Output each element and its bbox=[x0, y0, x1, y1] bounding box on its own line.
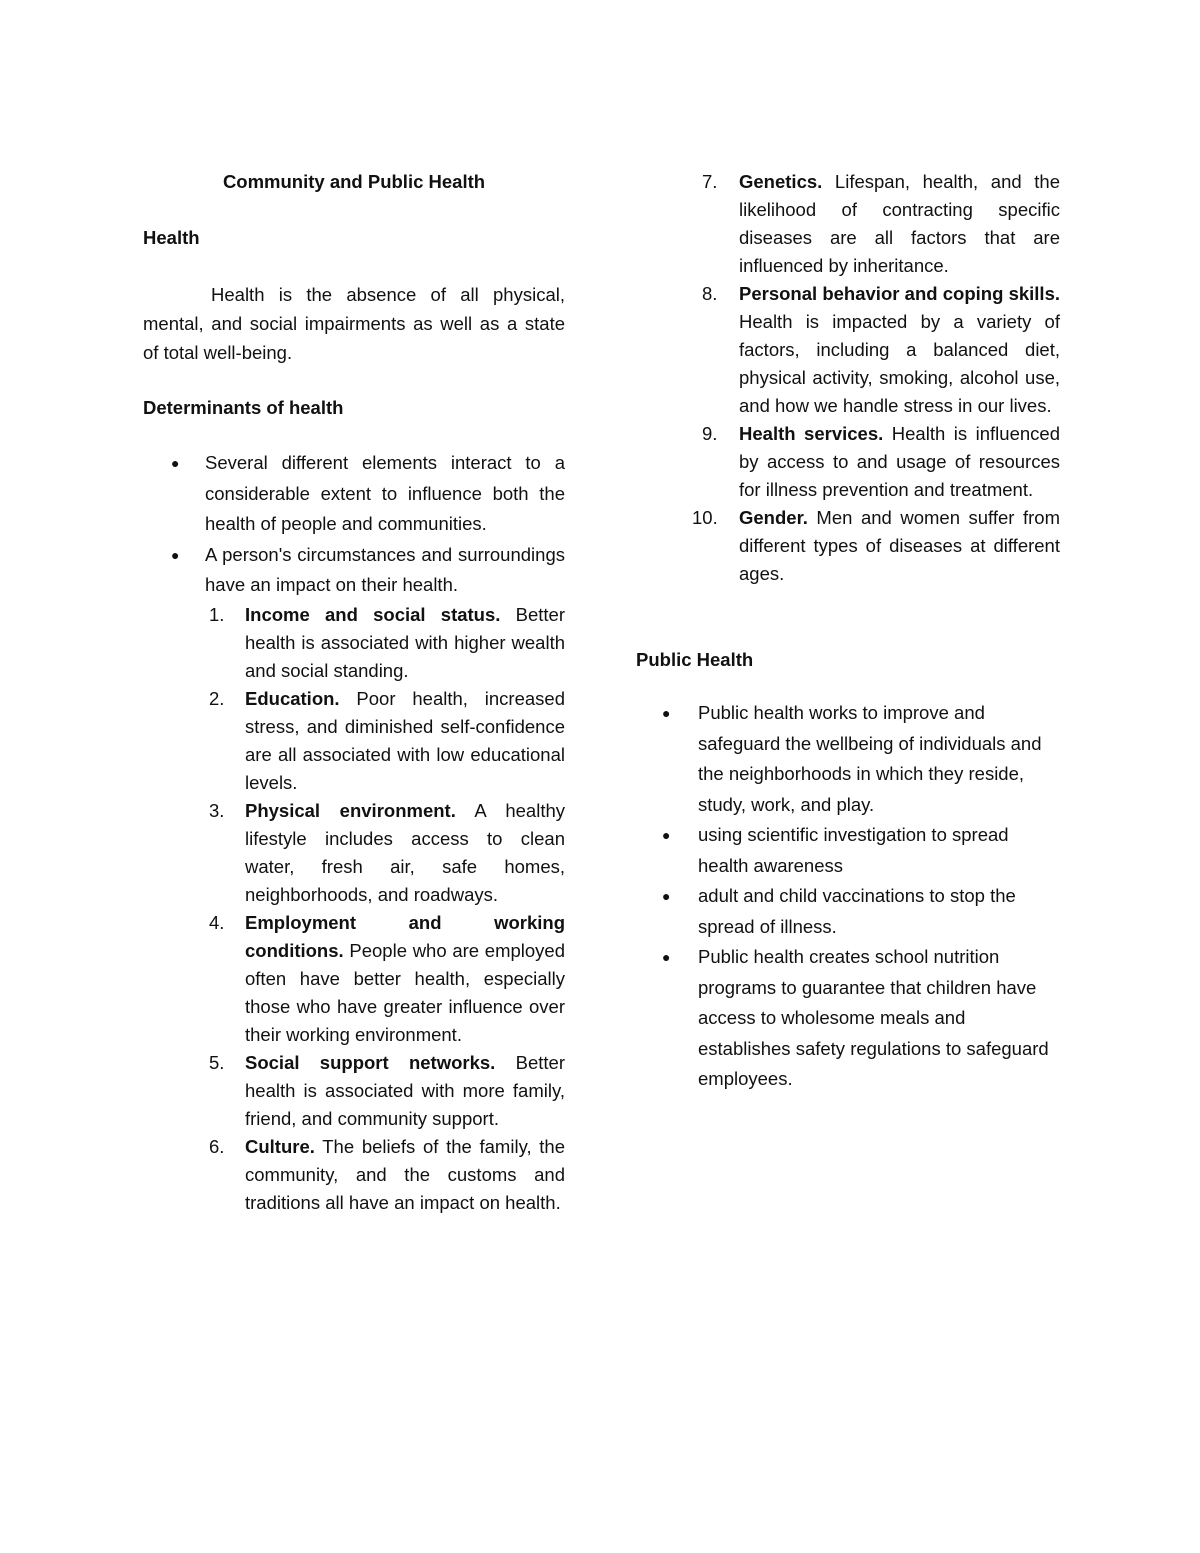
bullet-item bbox=[143, 448, 565, 540]
list-item bbox=[143, 797, 565, 909]
item-text: Better health is associated with higher wealth and social standing. bbox=[245, 603, 566, 681]
bullet-text: A person's circumstances and surroundings have an impact on their health. bbox=[205, 543, 565, 595]
item-term: Personal behavior and coping skills. bbox=[739, 283, 1060, 304]
right-column bbox=[636, 168, 1060, 1095]
item-text: The beliefs of the family, the community, and the customs and traditions all have an impact on health. bbox=[245, 1135, 565, 1213]
bullet-icon: ● bbox=[171, 455, 180, 471]
item-text: Better health is associated with more family, friend, and community support. bbox=[245, 1051, 565, 1129]
bullet-icon: ● bbox=[662, 949, 671, 965]
item-term: Education. bbox=[245, 687, 340, 709]
bullet-icon: ● bbox=[662, 827, 671, 843]
item-text: Health is impacted by a variety of factors, including a balanced diet, physical activity, smoking, alcohol use, and how we handle stress in our lives. bbox=[739, 311, 1060, 416]
determinants-heading: Determinants of health bbox=[143, 397, 344, 418]
item-number: 3. bbox=[209, 799, 225, 821]
list-item bbox=[636, 420, 1060, 504]
item-number: 6. bbox=[209, 1135, 225, 1157]
determinants-numbered-list bbox=[143, 601, 565, 1217]
item-number: 10. bbox=[692, 507, 718, 528]
list-item bbox=[636, 168, 1060, 280]
item-term: Employment and working conditions. bbox=[245, 911, 565, 961]
list-item bbox=[143, 685, 565, 797]
list-item bbox=[143, 601, 565, 685]
bullet-item bbox=[636, 942, 1060, 1095]
public-health-bullet-list bbox=[636, 698, 1060, 1095]
item-text: A healthy lifestyle includes access to clean water, fresh air, safe homes, neighborhoods, and roadways. bbox=[245, 799, 566, 905]
item-text: Lifespan, health, and the likelihood of contracting specific diseases are all factors that are influenced by inheritance. bbox=[739, 171, 1060, 276]
item-text: People who are employed often have better health, especially those who have greater influence over their working environment. bbox=[245, 939, 565, 1045]
item-term: Income and social status. bbox=[245, 603, 501, 625]
item-number: 5. bbox=[209, 1051, 225, 1073]
item-term: Genetics. bbox=[739, 171, 823, 192]
item-text: Health is influenced by access to and usage of resources for illness prevention and treatment. bbox=[739, 423, 1060, 500]
bullet-text: using scientific investigation to spread health awareness bbox=[698, 824, 1009, 876]
document-title: Community and Public Health bbox=[222, 171, 486, 192]
determinants-bullet-list bbox=[143, 448, 565, 601]
list-item bbox=[143, 1133, 565, 1217]
bullet-item bbox=[636, 881, 1060, 942]
health-definition: Health is the absence of all physical, mental, and social impairments as well as a state of total well-being. bbox=[143, 284, 565, 363]
bullet-text: Several different elements interact to a considerable extent to influence both the health of people and communities. bbox=[205, 452, 565, 534]
spacer bbox=[636, 588, 1060, 646]
public-health-heading: Public Health bbox=[636, 649, 754, 670]
bullet-text: adult and child vaccinations to stop the spread of illness. bbox=[698, 885, 1016, 937]
item-number: 4. bbox=[209, 911, 225, 933]
item-text: Poor health, increased stress, and diminished self-confidence are all associated with low educational levels. bbox=[245, 687, 565, 793]
list-item bbox=[636, 504, 1060, 588]
item-term: Culture. bbox=[245, 1135, 315, 1157]
bullet-icon: ● bbox=[662, 888, 671, 904]
bullet-item bbox=[636, 820, 1060, 881]
health-heading: Health bbox=[143, 227, 200, 248]
item-number: 9. bbox=[702, 423, 718, 444]
list-item bbox=[143, 1049, 565, 1133]
list-item bbox=[636, 280, 1060, 420]
item-term: Social support networks. bbox=[245, 1051, 496, 1073]
item-term: Physical environment. bbox=[245, 799, 456, 821]
item-term: Gender. bbox=[739, 507, 808, 528]
item-number: 1. bbox=[209, 603, 225, 625]
item-number: 2. bbox=[209, 687, 225, 709]
determinants-numbered-list-continued bbox=[636, 168, 1060, 588]
bullet-text: Public health creates school nutrition programs to guarantee that children have access to wholesome meals and establishes safety regulations to safeguard employees. bbox=[698, 946, 1049, 1089]
bullet-item bbox=[143, 540, 565, 601]
bullet-icon: ● bbox=[171, 546, 180, 563]
bullet-icon: ● bbox=[662, 705, 671, 721]
item-term: Health services. bbox=[739, 423, 884, 444]
item-number: 8. bbox=[702, 283, 718, 304]
item-number: 7. bbox=[702, 171, 718, 192]
left-column bbox=[143, 168, 565, 1217]
list-item bbox=[143, 909, 565, 1049]
bullet-text: Public health works to improve and safeguard the wellbeing of individuals and the neighborhoods in which they reside, study, work, and play. bbox=[698, 702, 1042, 815]
bullet-item bbox=[636, 698, 1060, 820]
item-text: Men and women suffer from different types of diseases at different ages. bbox=[739, 507, 1060, 584]
